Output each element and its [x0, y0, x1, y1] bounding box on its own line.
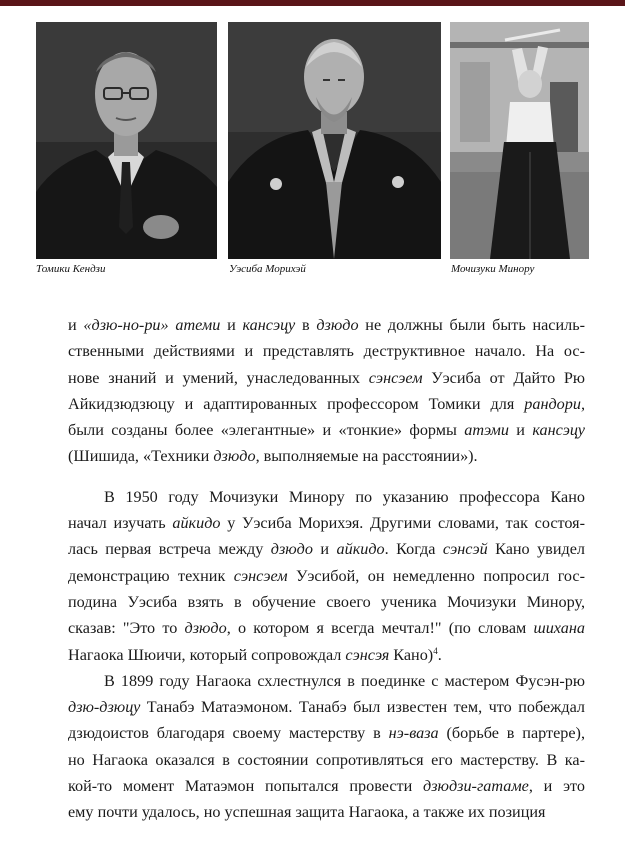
photo-ueshiba-morihei — [228, 22, 441, 259]
top-border-bar — [0, 0, 625, 6]
text-line: В 1899 году Нагаока схлестнулся в поединке с мастером Фусэн-рю — [104, 671, 585, 690]
text-line: Нагаока Шюичи, который сопровождал сэнсэя Кано)$^4$. — [68, 645, 442, 664]
photo-mochizuki-minoru — [450, 22, 589, 259]
text-line: ственными действиями и представлять деструктивное начало. На ос- — [68, 342, 585, 361]
caption-tomiki-kenji: Томики Кендзи — [36, 263, 106, 275]
text-line: были созданы более «элегантные» и «тонкие» формы атэми и кансэцу — [68, 421, 585, 440]
article-body — [68, 312, 585, 826]
text-line: В 1950 году Мочизуки Минору по указанию профессора Кано — [104, 487, 585, 506]
paragraph — [68, 484, 585, 668]
text-line: дзю-дзюцу Танабэ Матаэмоном. Танабэ был известен тем, что побеждал — [68, 698, 585, 717]
paragraph — [68, 668, 585, 826]
text-line: лась первая встреча между дзюдо и айкидо. Когда сэнсэй Кано увидел — [68, 540, 585, 559]
text-line: подина Уэсиба взять в обучение своего ученика Мочизуки Минору, — [68, 592, 585, 611]
paragraph — [68, 312, 585, 470]
text-line: начал изучать айкидо у Уэсиба Морихэя. Другими словами, так состоя- — [68, 514, 585, 533]
text-line: дзюдоистов благодаря своему мастерству в нэ-ваза (борьбе в партере), — [68, 724, 585, 743]
text-line: и «дзю-но-ри» атеми и кансэцу в дзюдо не должны были быть насиль- — [68, 316, 585, 334]
text-line: но Нагаока оказался в состоянии сопротивляться его мастерству. В ка- — [68, 750, 585, 769]
caption-mochizuki-minoru: Мочизуки Минору — [451, 263, 535, 275]
text-line: кой-то момент Матаэмон попытался провести дзюдзи-гатаме, и это — [68, 777, 585, 796]
text-line: демонстрацию техник сэнсэем Уэсибой, он немедленно попросил гос- — [68, 566, 586, 585]
photo-tomiki-kenji — [36, 22, 217, 259]
text-line: Айкидзюдзюцу и адаптированных профессором Томики для рандори, — [68, 394, 585, 413]
text-line: нове знаний и умений, унаследованных сэнсэем Уэсиба от Дайто Рю — [68, 368, 585, 387]
text-line: (Шишида, «Техники дзюдо, выполняемые на расстоянии»). — [68, 447, 478, 466]
text-line: сказав: "Это то дзюдо, о котором я всегда мечтал!" (по словам шихана — [68, 619, 585, 638]
caption-ueshiba-morihei: Уэсиба Морихэй — [229, 263, 306, 275]
text-line: ему почти удалось, но успешная защита Нагаока, а также их позиция — [68, 803, 546, 822]
